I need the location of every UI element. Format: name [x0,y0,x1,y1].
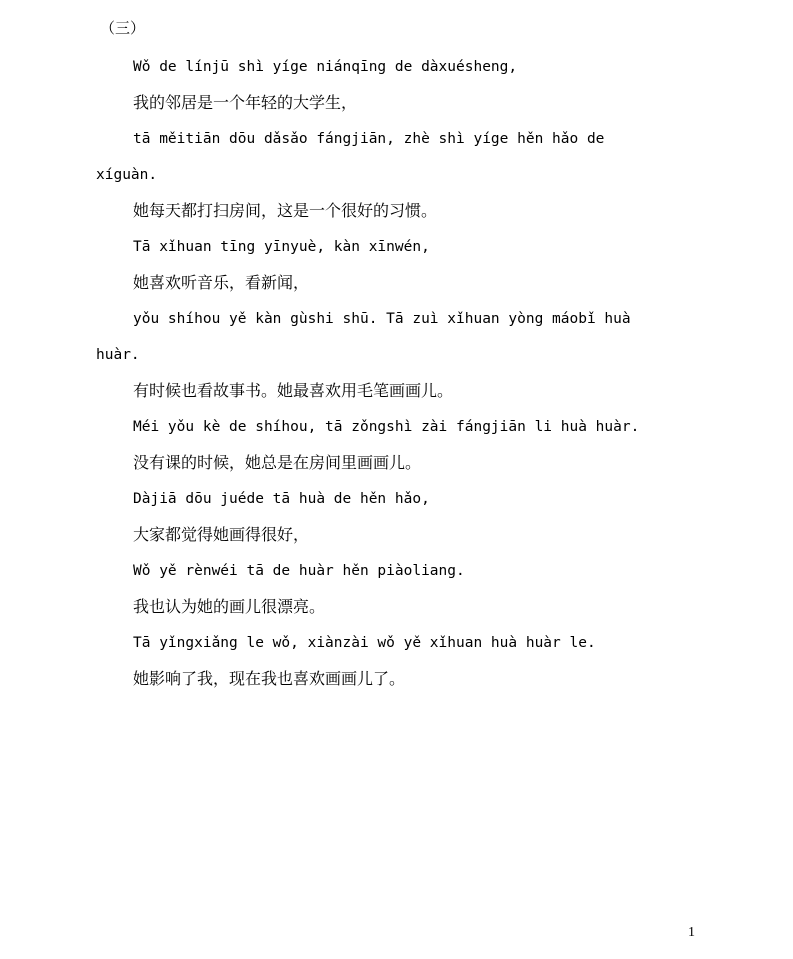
chinese-line: 没有课的时候，她总是在房间里画画儿。 [133,453,422,472]
chinese-line: 她影响了我，现在我也喜欢画画儿了。 [133,669,406,688]
pinyin-line: Wǒ yě rènwéi tā de huàr hěn piàoliang. [133,563,465,579]
pinyin-line: yǒu shíhou yě kàn gùshi shū. Tā zuì xǐhuan yòng máobǐ huà [133,311,631,327]
pinyin-line: xíguàn. [96,167,158,183]
section-label: （三） [100,19,146,37]
chinese-line: 大家都觉得她画得很好， [133,525,310,544]
chinese-line: 有时候也看故事书。她最喜欢用毛笔画画儿。 [133,381,454,400]
pinyin-line: Tā yǐngxiǎng le wǒ, xiànzài wǒ yě xǐhuan huà huàr le. [133,635,596,651]
pinyin-line: huàr. [96,347,140,363]
chinese-line: 她每天都打扫房间，这是一个很好的习惯。 [133,201,438,220]
page-number: 1 [688,925,695,940]
pinyin-line: tā měitiān dōu dǎsǎo fángjiān, zhè shì yíge hěn hǎo de [133,131,605,147]
pinyin-line: Dàjiā dōu juéde tā huà de hěn hǎo, [133,491,430,507]
chinese-line: 我的邻居是一个年轻的大学生， [133,93,358,112]
chinese-line: 她喜欢听音乐，看新闻， [133,273,310,292]
chinese-line: 我也认为她的画儿很漂亮。 [133,597,326,616]
pinyin-line: Wǒ de línjū shì yíge niánqīng de dàxuésheng, [133,59,518,75]
pinyin-line: Tā xǐhuan tīng yīnyuè, kàn xīnwén, [133,239,430,255]
pinyin-line: Méi yǒu kè de shíhou, tā zǒngshì zài fángjiān li huà huàr. [133,419,640,435]
text-body [96,54,696,702]
